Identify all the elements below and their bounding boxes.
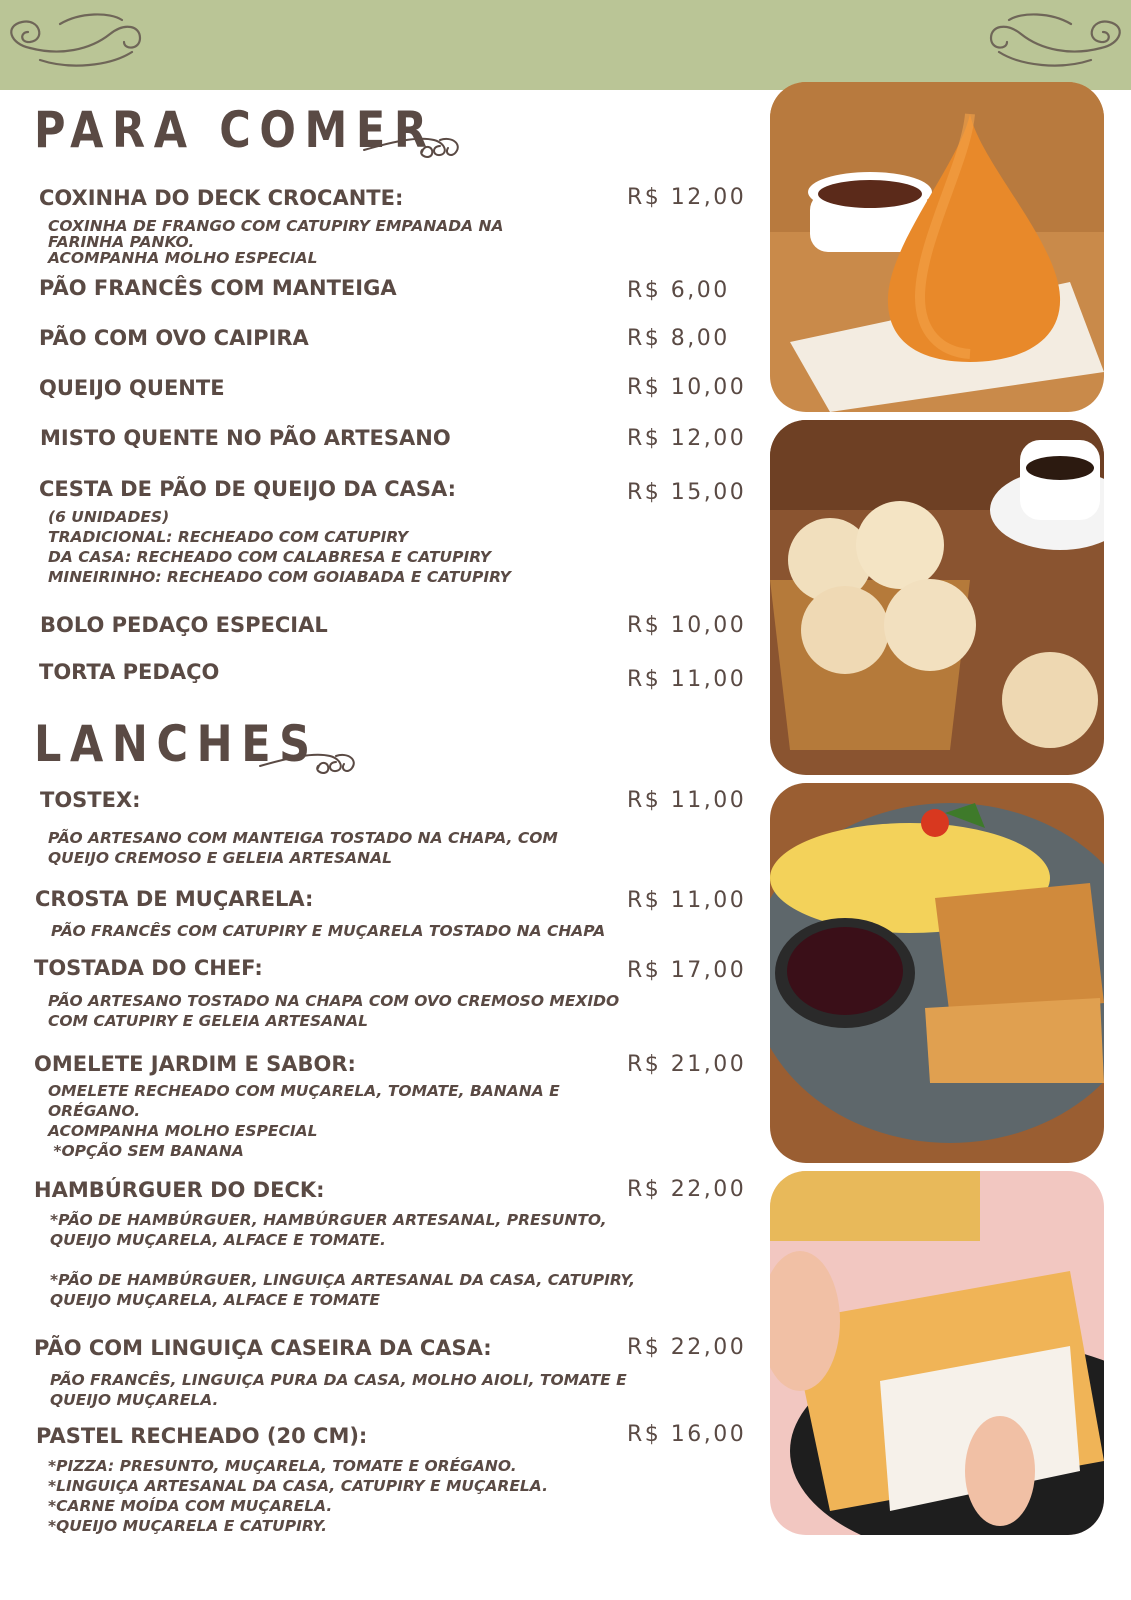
item-desc-tostex: PÃO ARTESANO COM MANTEIGA TOSTADO NA CHAPA, COM QUEIJO CREMOSO E GELEIA ARTESANAL <box>48 829 558 867</box>
item-price-cesta-pao-queijo: R$ 15,00 <box>627 480 747 505</box>
item-price-hamburguer: R$ 22,00 <box>627 1177 747 1202</box>
item-price-bolo: R$ 10,00 <box>627 613 747 638</box>
item-name-misto-quente: MISTO QUENTE NO PÃO ARTESANO <box>40 426 451 450</box>
item-price-pao-frances: R$ 6,00 <box>627 278 730 303</box>
header-banner <box>0 0 1131 90</box>
item-name-bolo: BOLO PEDAÇO ESPECIAL <box>40 613 328 637</box>
item-price-pao-linguica: R$ 22,00 <box>627 1335 747 1360</box>
item-desc-hamburguer: *PÃO DE HAMBÚRGUER, HAMBÚRGUER ARTESANAL, PRESUNTO, QUEIJO MUÇARELA, ALFACE E TOMATE. *PÃO DE HAMBÚRGUER, LINGUIÇA ARTESANAL DA CASA, CATUPIRY, QUEIJO MUÇARELA, ALFACE E TOMATE <box>50 1211 635 1309</box>
photo-coxinha <box>770 82 1104 412</box>
flourish-icon <box>981 4 1131 84</box>
item-name-queijo-quente: QUEIJO QUENTE <box>39 376 225 400</box>
item-name-torta: TORTA PEDAÇO <box>39 660 220 684</box>
item-name-pastel: PASTEL RECHEADO (20 CM): <box>36 1424 368 1448</box>
item-name-crosta: CROSTA DE MUÇARELA: <box>35 887 314 911</box>
photo-tostada <box>770 783 1104 1163</box>
item-price-omelete: R$ 21,00 <box>627 1052 747 1077</box>
item-desc-tostada: PÃO ARTESANO TOSTADO NA CHAPA COM OVO CREMOSO MEXIDO COM CATUPIRY E GELEIA ARTESANAL <box>48 992 620 1030</box>
swirl-icon <box>258 740 358 780</box>
item-price-queijo-quente: R$ 10,00 <box>627 375 747 400</box>
item-price-tostex: R$ 11,00 <box>627 788 747 813</box>
item-name-cesta-pao-queijo: CESTA DE PÃO DE QUEIJO DA CASA: <box>39 477 457 501</box>
item-price-torta: R$ 11,00 <box>627 667 747 692</box>
section-title-lanches: LANCHES <box>34 715 319 773</box>
item-name-pao-linguica: PÃO COM LINGUIÇA CASEIRA DA CASA: <box>34 1336 492 1360</box>
item-desc-crosta: PÃO FRANCÊS COM CATUPIRY E MUÇARELA TOSTADO NA CHAPA <box>51 922 606 940</box>
item-price-pao-ovo: R$ 8,00 <box>627 326 730 351</box>
flourish-icon <box>0 4 150 84</box>
item-name-hamburguer: HAMBÚRGUER DO DECK: <box>34 1178 325 1202</box>
item-price-crosta: R$ 11,00 <box>627 888 747 913</box>
item-name-pao-ovo: PÃO COM OVO CAIPIRA <box>39 326 309 350</box>
item-price-pastel: R$ 16,00 <box>627 1422 747 1447</box>
item-desc-pao-linguica: PÃO FRANCÊS, LINGUIÇA PURA DA CASA, MOLHO AIOLI, TOMATE E QUEIJO MUÇARELA. <box>50 1371 627 1409</box>
item-name-coxinha: COXINHA DO DECK CROCANTE: <box>39 186 404 210</box>
section-title-para-comer: PARA COMER <box>34 101 436 159</box>
item-name-pao-frances: PÃO FRANCÊS COM MANTEIGA <box>39 276 397 300</box>
swirl-icon <box>362 124 462 164</box>
item-desc-omelete: OMELETE RECHEADO COM MUÇARELA, TOMATE, BANANA E ORÉGANO. ACOMPANHA MOLHO ESPECIAL *OPÇÃO SEM BANANA <box>48 1082 560 1160</box>
item-name-tostada: TOSTADA DO CHEF: <box>34 956 263 980</box>
photo-pao-de-queijo <box>770 420 1104 775</box>
photo-pastel <box>770 1171 1104 1535</box>
item-name-omelete: OMELETE JARDIM E SABOR: <box>34 1052 356 1076</box>
item-desc-cesta-pao-queijo: (6 UNIDADES) TRADICIONAL: RECHEADO COM CATUPIRY DA CASA: RECHEADO COM CALABRESA E CATUPIRY MINEIRINHO: RECHEADO COM GOIABADA E CATUPIRY <box>48 508 511 586</box>
item-price-misto-quente: R$ 12,00 <box>627 426 747 451</box>
item-desc-pastel: *PIZZA: PRESUNTO, MUÇARELA, TOMATE E ORÉGANO. *LINGUIÇA ARTESANAL DA CASA, CATUPIRY E MUÇARELA. *CARNE MOÍDA COM MUÇARELA. *QUEIJO MUÇARELA E CATUPIRY. <box>48 1457 548 1535</box>
item-desc-coxinha: COXINHA DE FRANGO COM CATUPIRY EMPANADA NA FARINHA PANKO. ACOMPANHA MOLHO ESPECIAL <box>48 217 504 267</box>
item-price-coxinha: R$ 12,00 <box>627 185 747 210</box>
item-name-tostex: TOSTEX: <box>40 788 141 812</box>
item-price-tostada: R$ 17,00 <box>627 958 747 983</box>
